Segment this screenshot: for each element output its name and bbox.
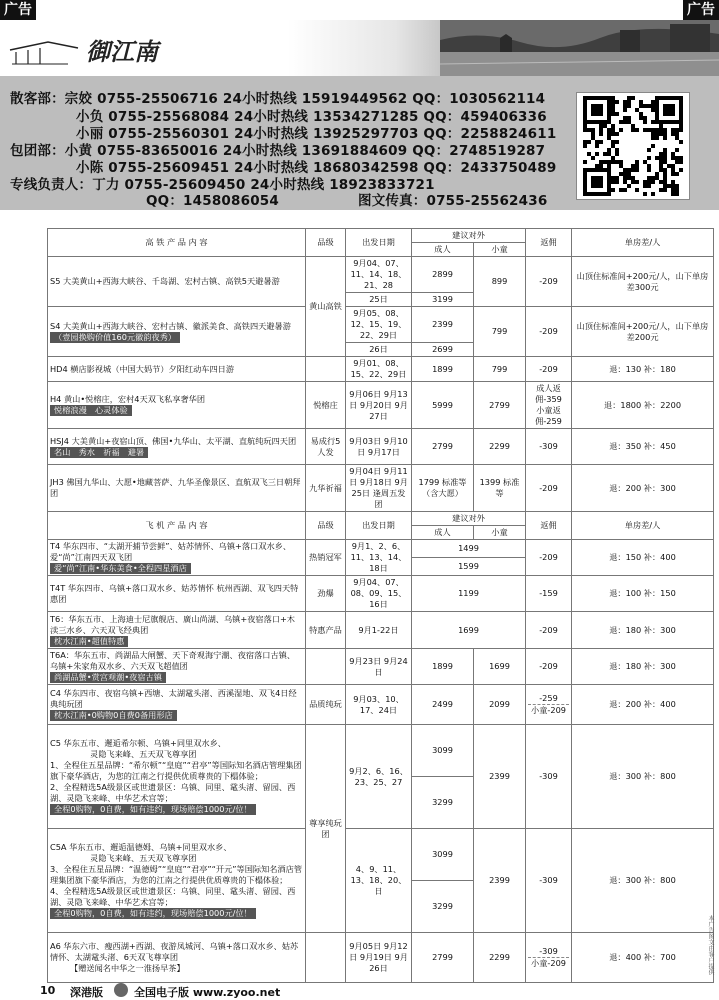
row-t4-single: 退：150 补：400 <box>572 540 714 576</box>
row-hsj4 <box>48 429 306 465</box>
header-price-2: 建议对外 <box>412 512 526 526</box>
row-c5-rebate: -309 <box>526 725 572 829</box>
contact-line-5: 小陈 0755-25609451 24小时热线 18680342598 QQ：2433750489 <box>76 160 557 176</box>
row-c5-child: 2399 <box>474 725 526 829</box>
row-t6-date: 9月1-22日 <box>346 612 412 649</box>
row-t4-name: T4 华东四市、“太湖开捕节尝鲜”、姑苏情怀、乌镇+落口双水乡、爱“尚”江南四天双飞团 <box>50 541 292 562</box>
row-t4-grade: 热销冠军 <box>306 540 346 576</box>
row-c5-highlight: 全程0购物，0自费，如有违约，现场赔偿1000元/位！ <box>50 804 256 815</box>
row-c5a-date: 4、9、11、13、18、20、日 <box>346 829 412 933</box>
row-t6a-name: T6A：华东五市、尚湖品大闸蟹、天下奇观海宁潮、夜宿落口古镇、乌镇+朱家角双水乡、六天双飞超值团 <box>50 650 296 671</box>
row-s5-single: 山顶住标准间+200元/人，山下单房差300元 <box>572 257 714 307</box>
row-c5-single: 退：300 补：800 <box>572 725 714 829</box>
row-h4-highlight: 悦榕浪漫 心灵体验 <box>50 405 132 416</box>
row-h4-adult: 5999 <box>412 382 474 429</box>
row-c4-grade: 品质纯玩 <box>306 685 346 725</box>
edition-label: 深港版 <box>70 986 103 999</box>
row-t6-rebate: -209 <box>526 612 572 649</box>
row-c4-rebate-child: 小童-209 <box>528 704 569 716</box>
row-hsj4-name: HSJ4 大美黄山+夜宿山顶、佛国•九华山、太平湖、直航纯玩四天团 <box>50 435 297 446</box>
row-c5a-adult1: 3099 <box>412 829 474 881</box>
row-c4-single: 退：200 补：400 <box>572 685 714 725</box>
header-rebate-2: 返佣 <box>526 512 572 540</box>
row-a6-date: 9月05日 9月12日 9月19日 9月26日 <box>346 933 412 983</box>
row-c5a-feature-1: 3、全程住五星品牌：“温德姆”“皇庭”“君亭”“开元”等国际知名酒店管理集团旗下豪华酒店，为您的江南之行提供优质尊贵的下榻体验； <box>50 864 303 885</box>
contact-line-8: 图文传真：0755-25562436 <box>358 193 548 209</box>
row-s4-child: 799 <box>474 307 526 357</box>
header-grade-2: 品级 <box>306 512 346 540</box>
row-c5-title: C5 华东五市、邂逅希尔顿、乌镇+同里双水乡、 <box>50 738 226 748</box>
header-price: 建议对外 <box>412 229 526 243</box>
row-hd4-name: HD4 横店影视城（中国大妈节）夕阳红动车四日游 <box>48 357 306 382</box>
row-c5-adult2: 3299 <box>412 777 474 829</box>
row-c4-date: 9月03、10、17、24日 <box>346 685 412 725</box>
row-t6a-child: 1699 <box>474 649 526 685</box>
row-t6 <box>48 612 306 649</box>
ad-label-right: 广告 <box>683 0 719 20</box>
row-h4-rebate <box>526 382 572 429</box>
row-s4-name: S4 大美黄山+西海大峡谷、宏村古镇、徽派美食、高铁四天避暑游 <box>50 320 291 331</box>
row-s5-name: S5 大美黄山+西海大峡谷、千岛湖、宏村古镇、高铁5天避暑游 <box>48 257 306 307</box>
row-c5a-subtitle: 灵隐飞来峰、五天双飞尊享团 <box>90 853 197 863</box>
row-c4-adult: 2499 <box>412 685 474 725</box>
product-table <box>47 228 714 983</box>
row-t4-price2: 1599 <box>412 558 526 576</box>
row-c4-child: 2099 <box>474 685 526 725</box>
row-a6-rebate-adult: -309 <box>539 946 558 956</box>
edition-badge-icon <box>114 983 128 997</box>
row-c5-feature-1: 1、全程住五星品牌：“希尔顿”“皇庭”“君亭”等国际知名酒店管理集团旗下豪华酒店，为您的江南之行提供优质尊贵的下榻体验； <box>50 760 302 781</box>
contact-line-1: 散客部：宗姣 0755-25506716 24小时热线 15919449562 QQ：1030562114 <box>10 91 546 107</box>
row-jh3-single: 退：200 补：300 <box>572 465 714 512</box>
row-hsj4-highlight: 名山 秀水 祈福 避暑 <box>50 447 148 458</box>
row-t6a-rebate: -209 <box>526 649 572 685</box>
row-t4t-date: 9月04、07、08、09、15、16日 <box>346 576 412 612</box>
header-child-2: 小童 <box>474 526 526 540</box>
row-s4-date1: 9月05、08、12、15、19、22、29日 <box>346 307 412 343</box>
page-number: 10 <box>40 984 56 997</box>
row-hd4-single: 退：130 补：180 <box>572 357 714 382</box>
contact-line-4: 包团部：小黄 0755-83650016 24小时热线 13691884609 QQ：2748519287 <box>10 143 546 159</box>
contact-panel <box>0 76 719 210</box>
row-c5a-highlight: 全程0购物，0自费，如有违约，现场赔偿1000元/位！ <box>50 908 256 919</box>
row-jh3-date: 9月04日 9月11日 9月18日 9月25日 逢周五发团 <box>346 465 412 512</box>
row-c4 <box>48 685 306 725</box>
row-c5a-feature-2: 4、全程精选5A级景区或世遗景区：乌镇、同里、鼋头渚、留园、西湖、灵隐飞来峰、中华艺术宫等； <box>50 886 296 907</box>
row-s4-single: 山顶住标准间+200元/人，山下单房差200元 <box>572 307 714 357</box>
row-hsj4-adult: 2799 <box>412 429 474 465</box>
row-hsj4-single: 退：350 补：450 <box>572 429 714 465</box>
header-single-room-2: 单房差/人 <box>572 512 714 540</box>
row-c4-name: C4 华东四市、夜宿乌镇+西塘、太湖鼋头渚、西溪湿地、双飞4日经典纯玩团 <box>50 688 297 709</box>
row-s4-highlight: （壹园换购价值160元徽韵夜秀） <box>50 332 180 343</box>
row-h4-grade: 悦榕庄 <box>306 382 346 429</box>
row-s4-adult2: 2699 <box>412 343 474 357</box>
row-h4-date: 9月06日 9月13日 9月20日 9月27日 <box>346 382 412 429</box>
row-t6a-date: 9月23日 9月24日 <box>346 649 412 685</box>
row-t4 <box>48 540 306 576</box>
row-c4-rebate-adult: -259 <box>539 693 558 703</box>
row-c5a-adult2: 3299 <box>412 881 474 933</box>
row-a6-child: 2299 <box>474 933 526 983</box>
header-date: 出发日期 <box>346 229 412 257</box>
row-c5-adult1: 3099 <box>412 725 474 777</box>
row-hsj4-grade: 易成行5人发 <box>306 429 346 465</box>
qr-code[interactable] <box>576 92 690 200</box>
row-h4-rebate-adult: 成人返佣-359 <box>535 383 562 404</box>
row-s5-rebate: -209 <box>526 257 572 307</box>
row-t4t-price: 1199 <box>412 576 526 612</box>
row-c4-highlight: 枕水江南•0购物0自费0备用形店 <box>50 710 177 721</box>
row-t4t-rebate: -159 <box>526 576 572 612</box>
row-hd4-date: 9月01、08、15、22、29日 <box>346 357 412 382</box>
row-t4-highlight: 爱“尚”江南•华东美食•全程四星酒店 <box>50 563 191 574</box>
header-banner <box>0 20 719 76</box>
row-a6-rebate <box>526 933 572 983</box>
row-a6 <box>48 933 306 983</box>
row-t6a-adult: 1899 <box>412 649 474 685</box>
logo-text: 御江南 <box>86 37 158 66</box>
row-t4t-grade: 劲爆 <box>306 576 346 612</box>
row-t6-grade: 特惠产品 <box>306 612 346 649</box>
row-s4-date2: 26日 <box>346 343 412 357</box>
header-rebate: 返佣 <box>526 229 572 257</box>
row-c5-date: 9月2、6、16、23、25、27 <box>346 725 412 829</box>
row-t4-price1: 1499 <box>412 540 526 558</box>
row-a6-adult: 2799 <box>412 933 474 983</box>
row-t4-rebate: -209 <box>526 540 572 576</box>
row-hsj4-rebate: -309 <box>526 429 572 465</box>
row-jh3-grade: 九华祈福 <box>306 465 346 512</box>
row-a6-single: 退：400 补：700 <box>572 933 714 983</box>
row-t6a-grade <box>306 649 346 685</box>
row-a6-rebate-child: 小童-209 <box>528 957 569 969</box>
row-t4t-single: 退：100 补：150 <box>572 576 714 612</box>
grade-zunxiang: 尊享纯玩团 <box>306 725 346 933</box>
header-flight-products: 飞 机 产 品 内 容 <box>48 512 306 540</box>
header-child: 小童 <box>474 243 526 257</box>
contact-line-3: 小丽 0755-25560301 24小时热线 13925297703 QQ：2258824611 <box>76 126 557 142</box>
row-jh3-name: JH3 佛国九华山、大愿•地藏菩萨、九华圣像景区、直航双飞三日朝拜团 <box>48 465 306 512</box>
website-link[interactable]: 全国电子版 www.zyoo.net <box>134 986 281 999</box>
header-single-room: 单房差/人 <box>572 229 714 257</box>
row-t4-date: 9月1、2、6、11、13、14、18日 <box>346 540 412 576</box>
row-h4 <box>48 382 306 429</box>
header-adult: 成人 <box>412 243 474 257</box>
row-t6-name: T6：华东五市、上海迪士尼旗舰店、廣山尚湖、乌镇+夜宿落口+木渎三水乡、六天双飞经典团 <box>50 613 295 635</box>
row-c5a-title: C5A 华东五市、邂逅温德姆、乌镇+同里双水乡、 <box>50 842 232 852</box>
row-hsj4-date: 9月03日 9月10日 9月17日 <box>346 429 412 465</box>
row-t6-price: 1699 <box>412 612 526 649</box>
brand-logo <box>8 30 178 72</box>
row-t6a-highlight: 尚湖品蟹•赏宫观潮•夜宿古镇 <box>50 672 166 683</box>
row-h4-child: 2799 <box>474 382 526 429</box>
row-a6-name: A6 华东六市、瘦西湖+西湖、夜游凤城河、乌镇+落口双水乡、姑苏情怀、太湖鼋头渚、6天双飞尊享团 <box>50 941 299 962</box>
row-s4-rebate: -209 <box>526 307 572 357</box>
row-s5-date1: 9月04、07、11、14、18、21、28 <box>346 257 412 293</box>
row-s5-adult2: 3199 <box>412 293 474 307</box>
row-c5a-single: 退：300 补：800 <box>572 829 714 933</box>
scenery-photo <box>440 20 719 76</box>
row-t6-single: 退：180 补：300 <box>572 612 714 649</box>
header-date-2: 出发日期 <box>346 512 412 540</box>
row-jh3-adult: 1799 标准等（含大愿） <box>412 465 474 512</box>
row-s4-adult1: 2399 <box>412 307 474 343</box>
row-c5a-child: 2399 <box>474 829 526 933</box>
row-a6-note: 【赠送闻名中华之一淮扬早茶】 <box>70 963 185 973</box>
row-t6a-single: 退：180 补：300 <box>572 649 714 685</box>
row-c5-subtitle: 灵隐飞来峰、五天双飞尊享团 <box>90 749 197 759</box>
header-adult-2: 成人 <box>412 526 474 540</box>
header-grade: 品级 <box>306 229 346 257</box>
row-t6-highlight: 枕水江南•超值特惠 <box>50 636 128 647</box>
row-a6-grade <box>306 933 346 983</box>
contact-line-7: QQ：1458086054 <box>146 193 279 209</box>
row-s4 <box>48 307 306 357</box>
row-hd4-adult: 1899 <box>412 357 474 382</box>
side-note: 本广告图文由客户提供 <box>707 915 714 975</box>
page-footer <box>0 982 719 1000</box>
row-h4-name: H4 黄山•悦榕庄，宏村4天双飞私享奢华团 <box>50 394 206 404</box>
row-c5-feature-2: 2、全程精选5A级景区或世遗景区：乌镇、同里、鼋头渚、留园、西湖、灵隐飞来峰、中华艺术宫等； <box>50 782 296 803</box>
contact-line-2: 小负 0755-25568084 24小时热线 13534271285 QQ：459406336 <box>76 109 547 125</box>
row-hsj4-child: 2299 <box>474 429 526 465</box>
row-s5-child: 899 <box>474 257 526 307</box>
row-h4-rebate-child: 小童返佣-259 <box>535 405 562 426</box>
grade-huangshan: 黄山高铁 <box>306 257 346 357</box>
header-train-products: 高 铁 产 品 内 容 <box>48 229 306 257</box>
row-c4-rebate <box>526 685 572 725</box>
row-jh3-rebate: -209 <box>526 465 572 512</box>
row-c5a-rebate: -309 <box>526 829 572 933</box>
row-c5a <box>48 829 306 933</box>
contact-line-6: 专线负责人：丁力 0755-25609450 24小时热线 18923833721 <box>10 177 435 193</box>
row-jh3-child: 1399 标准等 <box>474 465 526 512</box>
row-hd4-grade <box>306 357 346 382</box>
row-hd4-child: 799 <box>474 357 526 382</box>
row-hd4-rebate: -209 <box>526 357 572 382</box>
row-s5-date2: 25日 <box>346 293 412 307</box>
row-c5 <box>48 725 306 829</box>
ad-label-left: 广告 <box>0 0 36 20</box>
row-s5-adult1: 2899 <box>412 257 474 293</box>
row-t4t-name: T4T 华东四市、乌镇+落口双水乡、姑苏情怀 杭州西湖、双飞四天特惠团 <box>48 576 306 612</box>
row-h4-single: 退：1800 补：2200 <box>572 382 714 429</box>
row-t6a <box>48 649 306 685</box>
